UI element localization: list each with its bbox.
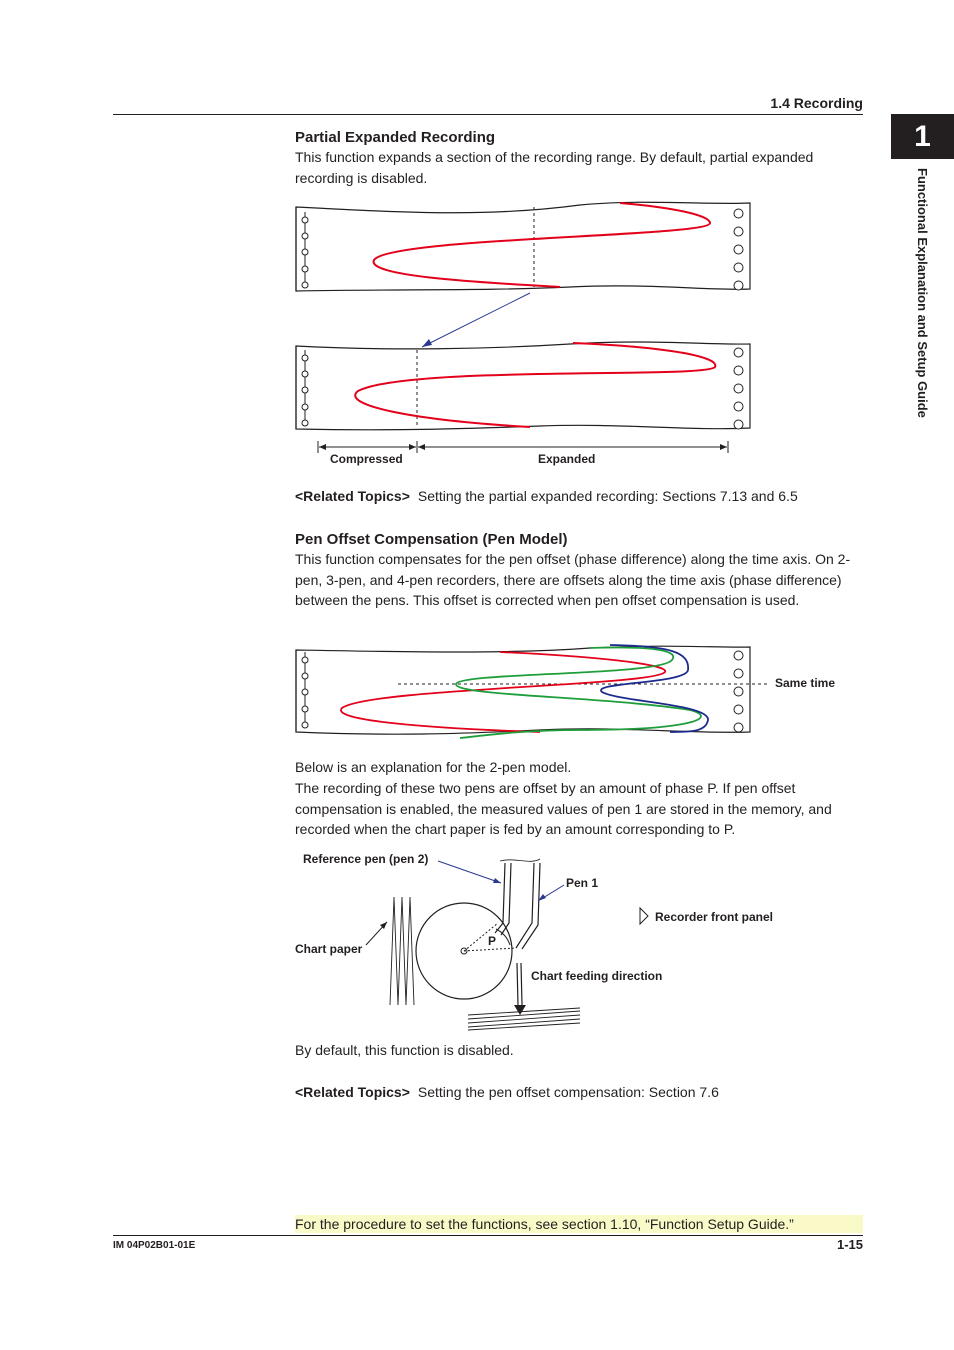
related-topics-label: <Related Topics> <box>295 488 410 504</box>
partial-body: This function expands a section of the recording range. By default, partial expanded recording is disabled. <box>295 149 814 186</box>
label-same-time: Same time <box>775 676 836 690</box>
chapter-tab-title: Functional Explanation and Setup Guide <box>915 168 930 418</box>
front-panel-icon <box>640 908 648 924</box>
procedure-note: For the procedure to set the functions, see section 1.10, “Function Setup Guide.” <box>295 1215 863 1233</box>
related-topics-text: Setting the partial expanded recording: Sections 7.13 and 6.5 <box>417 488 798 504</box>
offset-body-2b: The recording of these two pens are offset by an amount of phase P. If pen offset compensation is enabled, the measured values of pen 1 are stored in the memory, and recorded when the chart paper is fed by an amount corresponding to P. <box>295 780 832 837</box>
header-rule <box>113 114 863 115</box>
label-p: P <box>488 934 497 948</box>
offset-body-3: By default, this function is disabled. <box>295 1042 514 1058</box>
pen1-arm <box>516 863 540 949</box>
footer-rule <box>113 1235 863 1236</box>
chapter-tab-number: 1 <box>891 114 954 159</box>
pen-mechanism-diagram <box>290 845 810 1040</box>
partial-expanded-diagram <box>290 195 760 470</box>
label-pen1: Pen 1 <box>566 876 599 890</box>
related-topics-offset <box>295 1084 719 1100</box>
pen-offset-diagram <box>290 640 850 745</box>
related-topics-label: <Related Topics> <box>295 1084 410 1100</box>
label-chart-paper: Chart paper <box>295 942 363 956</box>
label-front-panel: Recorder front panel <box>655 910 774 924</box>
section-heading-partial: Partial Expanded Recording <box>295 129 496 146</box>
section-heading-offset: Pen Offset Compensation (Pen Model) <box>295 531 568 548</box>
offset-body-2a: Below is an explanation for the 2-pen model. <box>295 759 572 775</box>
chart-paper-stack <box>390 897 414 1005</box>
label-expanded: Expanded <box>538 452 596 466</box>
offset-body-1: This function compensates for the pen offset (phase difference) along the time axis. On 2-pen, 3-pen, and 4-pen recorders, there are offsets along the time axis (phase difference) between the pens. This offset is corrected when pen offset compensation is used. <box>295 551 851 608</box>
expansion-arrow <box>422 293 530 347</box>
related-topics-text: Setting the pen offset compensation: Section 7.6 <box>417 1084 719 1100</box>
document-id: IM 04P02B01-01E <box>113 1240 196 1251</box>
label-compressed: Compressed <box>330 452 403 466</box>
related-topics-partial <box>295 488 798 504</box>
paper-strip-top <box>296 202 750 291</box>
label-feed-direction: Chart feeding direction <box>531 969 663 983</box>
paper-strip-bottom <box>296 342 750 430</box>
folded-paper-bottom <box>468 1008 580 1030</box>
running-header-section: 1.4 Recording <box>770 95 863 111</box>
page-number: 1-15 <box>836 1237 863 1252</box>
label-reference-pen: Reference pen (pen 2) <box>303 852 429 866</box>
